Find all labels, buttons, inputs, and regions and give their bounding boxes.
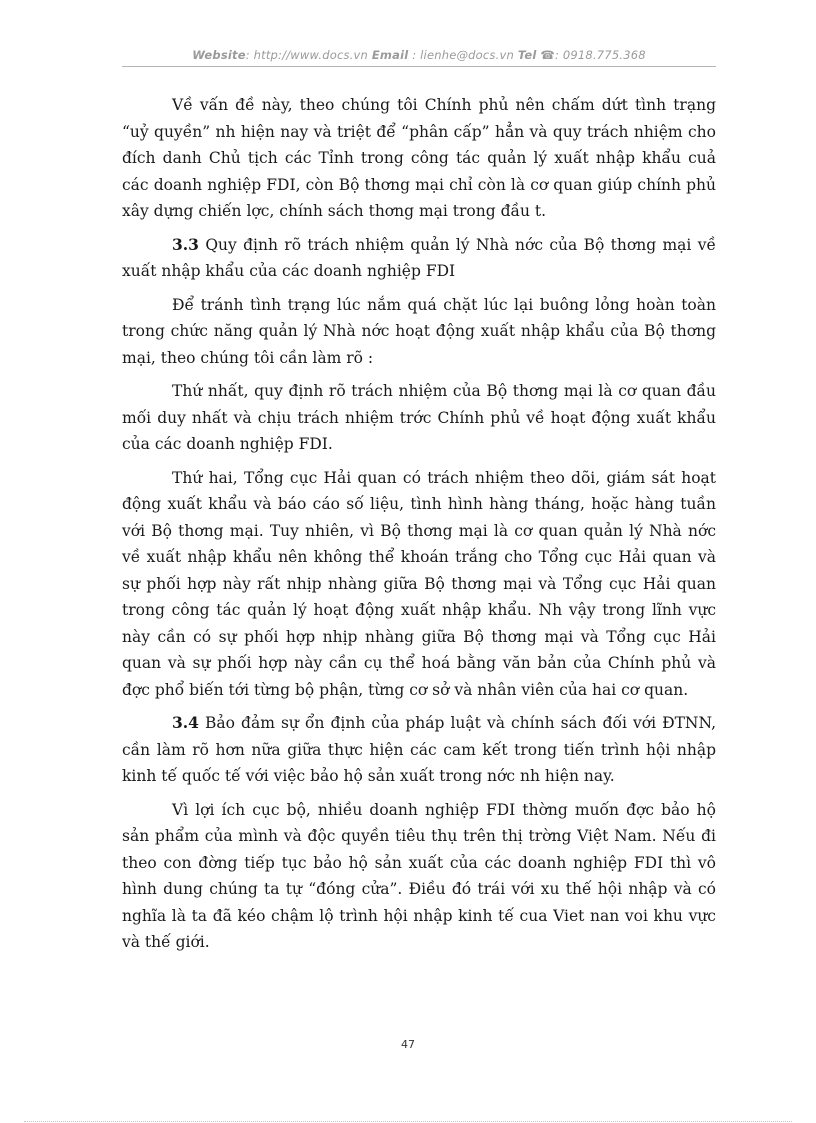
website-label: Website (192, 48, 246, 62)
paragraph-first-point: Thứ nhất, quy định rõ trách nhiệm của Bộ thơng mại là cơ quan đầu mối duy nhất và chịu trách nhiệm trớc Chính phủ về hoạt động xuất khẩu của các doanh nghiệp FDI. (122, 382, 716, 453)
section-title: Bảo đảm sự ổn định của pháp luật và chính sách đối với ĐTNN, cần làm rõ hơn nữa giữa thực hiện các cam kết trong tiến trình hội nhập kinh tế quốc tế với việc bảo hộ sản xuất trong nớc nh hiện nay. (122, 714, 716, 785)
section-title: Quy định rõ trách nhiệm quản lý Nhà nớc của Bộ thơng mại về xuất nhập khẩu của các doanh nghiệp FDI (122, 235, 716, 280)
paragraph-second-point: Thứ hai, Tổng cục Hải quan có trách nhiệm theo dõi, giám sát hoạt động xuất khẩu và báo cáo số liệu, tình hình hàng tháng, hoặc hàng tuần với Bộ thơng mại. Tuy nhiên, vì Bộ thơng mại là cơ quan quản lý Nhà nớc về xuất nhập khẩu nên không thể khoán trắng cho Tổng cục Hải quan và sự phối hợp này rất nhịp nhàng giữa Bộ thơng mại và Tổng cục Hải quan trong công tác quản lý hoạt động xuất nhập khẩu. Nh vậy trong lĩnh vực này cần có sự phối hợp nhịp nhàng giữa Bộ thơng mại và Tổng cục Hải quan và sự phối hợp này cần cụ thể hoá bằng văn bản của Chính phủ và đợc phổ biến tới từng bộ phận, từng cơ sở và nhân viên của hai cơ quan. (122, 468, 716, 699)
email-value: : lienhe@docs.vn (412, 48, 514, 62)
phone-icon: ☎ (540, 48, 555, 62)
section-number: 3.4 (172, 713, 199, 732)
paragraph-local-interest: Vì lợi ích cục bộ, nhiều doanh nghiệp FDI thờng muốn đợc bảo hộ sản phẩm của mình và độc quyền tiêu thụ trên thị trờng Việt Nam. Nếu đi theo con đờng tiếp tục bảo hộ sản xuất của các doanh nghiệp FDI thì vô hình dung chúng ta tự “đóng cửa”. Điều đó trái với xu thế hội nhập và có nghĩa là ta đã kéo chậm lộ trình hội nhập kinh tế cua Viet nan voi khu vực và thế giới. (122, 800, 716, 951)
section-number: 3.3 (172, 234, 199, 254)
header-divider (122, 66, 716, 67)
section-heading-3-3 (122, 232, 716, 285)
page-number: 47 (401, 1038, 415, 1051)
tel-label: Tel (517, 48, 537, 62)
tel-value: : 0918.775.368 (554, 48, 646, 62)
email-label: Email (371, 48, 409, 62)
paragraph-avoid-situation: Để tránh tình trạng lúc nắm quá chặt lúc lại buông lỏng hoàn toàn trong chức năng quản lý Nhà nớc hoạt động xuất nhập khẩu của Bộ thơng mại, theo chúng tôi cần làm rõ : (122, 295, 716, 367)
footer-divider (24, 1121, 792, 1122)
page-body (122, 92, 716, 963)
page-header (122, 48, 716, 62)
website-value: : http://www.docs.vn (245, 48, 369, 62)
paragraph-decentralization: Về vấn đề này, theo chúng tôi Chính phủ nên chấm dứt tình trạng “uỷ quyền” nh hiện nay và triệt để “phân cấp” hẳn và quy trách nhiệm cho đích danh Chủ tịch các Tỉnh trong công tác quản lý xuất nhập khẩu cuả các doanh nghiệp FDI, còn Bộ thơng mại chỉ còn là cơ quan giúp chính phủ xây dựng chiến lợc, chính sách thơng mại trong đầu t. (122, 96, 716, 220)
section-heading-3-4 (122, 710, 716, 790)
